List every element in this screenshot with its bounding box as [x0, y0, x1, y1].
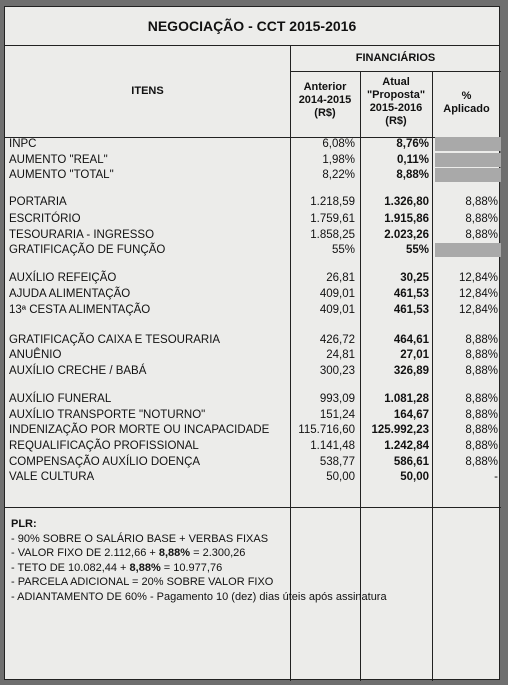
row-item-label: AUXÍLIO REFEIÇÃO	[9, 272, 117, 284]
row-atual-value: 586,61	[393, 456, 429, 468]
row-pct-value: 8,88%	[465, 365, 498, 377]
plr-heading: PLR:	[11, 518, 37, 530]
row-atual-value: 8,88%	[396, 169, 429, 181]
row-anterior-value: 300,23	[319, 365, 355, 377]
plr-line-4: - PARCELA ADICIONAL = 20% SOBRE VALOR FIXO	[11, 576, 274, 588]
row-atual-value: 1.326,80	[384, 196, 429, 208]
table-row	[5, 439, 501, 453]
row-item-label: AUMENTO "TOTAL"	[9, 169, 114, 181]
table-row	[5, 348, 501, 362]
row-pct-shaded-cell	[435, 168, 501, 182]
table-row	[5, 137, 501, 151]
plr-line-5: - ADIANTAMENTO DE 60% - Pagamento 10 (dez) dias úteis após assinatura	[11, 590, 387, 603]
row-pct-value: 8,88%	[465, 349, 498, 361]
plr-line-1: - 90% SOBRE O SALÁRIO BASE + VERBAS FIXAS	[11, 532, 269, 545]
row-anterior-value: 1.218,59	[310, 196, 355, 208]
table-row	[5, 287, 501, 301]
row-item-label: ESCRITÓRIO	[9, 213, 81, 225]
row-pct-value: 8,88%	[465, 456, 498, 468]
row-pct-value: 8,88%	[465, 409, 498, 421]
row-item-label: AJUDA ALIMENTAÇÃO	[9, 288, 131, 300]
row-atual-value: 461,53	[393, 304, 429, 316]
row-item-label: AUXÍLIO FUNERAL	[9, 393, 112, 405]
row-pct-value: 8,88%	[465, 424, 498, 436]
row-item-label: AUMENTO "REAL"	[9, 154, 108, 166]
header-itens: ITENS	[131, 85, 164, 97]
row-atual-value: 464,61	[393, 334, 429, 346]
row-pct-value: 8,88%	[465, 334, 498, 346]
table-row	[5, 408, 501, 422]
row-item-label: INDENIZAÇÃO POR MORTE OU INCAPACIDADE	[9, 424, 270, 436]
row-atual-value: 1.915,86	[384, 213, 429, 225]
table-row	[5, 392, 501, 406]
row-anterior-value: 426,72	[319, 334, 355, 346]
plr-line-2: - VALOR FIXO DE 2.112,66 + 8,88% = 2.300,26	[11, 547, 246, 559]
row-item-label: ANUÊNIO	[9, 349, 62, 361]
row-item-label: GRATIFICAÇÃO DE FUNÇÃO	[9, 244, 166, 256]
row-pct-value: 8,88%	[465, 393, 498, 405]
row-anterior-value: 115.716,60	[298, 424, 355, 436]
header-anterior: Anterior 2014-2015 (R$)	[298, 81, 352, 119]
row-pct-value: 12,84%	[458, 304, 498, 316]
row-pct-value: 8,88%	[465, 440, 498, 452]
table-row	[5, 470, 501, 484]
row-atual-value: 50,00	[400, 471, 429, 483]
row-anterior-value: 1.759,61	[310, 213, 355, 225]
table-row	[5, 228, 501, 242]
header-financeiros: FINANCIÁRIOS	[355, 52, 436, 64]
header-pct-aplicado: % Aplicado	[443, 90, 490, 115]
row-item-label: 13ª CESTA ALIMENTAÇÃO	[9, 304, 151, 316]
row-item-label: REQUALIFICAÇÃO PROFISSIONAL	[9, 440, 199, 452]
row-anterior-value: 151,24	[319, 409, 355, 421]
row-pct-value: 8,88%	[465, 213, 498, 225]
row-pct-value: 12,84%	[458, 272, 498, 284]
row-atual-value: 326,89	[393, 365, 429, 377]
row-atual-value: 0,11%	[397, 154, 429, 166]
row-item-label: VALE CULTURA	[9, 471, 95, 483]
table-row	[5, 212, 501, 226]
row-atual-value: 164,67	[393, 409, 429, 421]
row-atual-value: 125.992,23	[371, 424, 429, 436]
row-item-label: AUXÍLIO CRECHE / BABÁ	[9, 365, 147, 377]
row-pct-value: 8,88%	[465, 196, 498, 208]
row-anterior-value: 26,81	[326, 272, 355, 284]
row-anterior-value: 1.858,25	[310, 229, 355, 241]
table-row	[5, 303, 501, 317]
row-atual-value: 8,76%	[396, 138, 429, 150]
row-anterior-value: 6,08%	[322, 138, 355, 150]
row-item-label: GRATIFICAÇÃO CAIXA E TESOURARIA	[9, 334, 221, 346]
row-anterior-value: 1.141,48	[310, 440, 355, 452]
table-row	[5, 364, 501, 378]
table-row	[5, 243, 501, 257]
row-item-label: COMPENSAÇÃO AUXÍLIO DOENÇA	[9, 456, 201, 468]
row-item-label: TESOURARIA - INGRESSO	[9, 229, 155, 241]
row-anterior-value: 538,77	[319, 456, 355, 468]
table-row	[5, 333, 501, 347]
row-atual-value: 461,53	[393, 288, 429, 300]
financeiros-divider	[290, 71, 501, 72]
row-pct-shaded-cell	[435, 137, 501, 151]
row-anterior-value: 409,01	[319, 304, 355, 316]
row-anterior-value: 55%	[331, 244, 355, 256]
row-anterior-value: 24,81	[326, 349, 355, 361]
plr-section	[11, 517, 387, 604]
row-pct-value: 8,88%	[465, 229, 498, 241]
row-atual-value: 30,25	[400, 272, 429, 284]
header-atual: Atual "Proposta" 2015-2016 (R$)	[366, 76, 426, 127]
row-anterior-value: 1,98%	[322, 154, 355, 166]
table-row	[5, 455, 501, 469]
plr-line-3: - TETO DE 10.082,44 + 8,88% = 10.977,76	[11, 561, 223, 574]
row-atual-value: 27,01	[400, 349, 429, 361]
row-item-label: AUXÍLIO TRANSPORTE "NOTURNO"	[9, 409, 206, 421]
row-anterior-value: 409,01	[319, 288, 355, 300]
row-item-label: INPC	[9, 138, 37, 150]
table-row	[5, 271, 501, 285]
row-atual-value: 2.023,26	[384, 229, 429, 241]
page-title: NEGOCIAÇÃO - CCT 2015-2016	[5, 7, 499, 46]
table-bottom-border	[5, 507, 501, 508]
table-row	[5, 153, 501, 167]
row-atual-value: 1.242,84	[384, 440, 429, 452]
row-pct-shaded-cell	[435, 153, 501, 167]
table-row	[5, 423, 501, 437]
row-pct-shaded-cell	[435, 243, 501, 257]
row-pct-value: -	[494, 471, 498, 483]
row-pct-value: 12,84%	[458, 288, 498, 300]
row-atual-value: 55%	[405, 244, 429, 256]
table-row	[5, 168, 501, 182]
document-sheet	[4, 6, 500, 680]
row-anterior-value: 8,22%	[322, 169, 355, 181]
table-row	[5, 195, 501, 209]
row-anterior-value: 993,09	[319, 393, 355, 405]
row-item-label: PORTARIA	[9, 196, 67, 208]
row-atual-value: 1.081,28	[384, 393, 429, 405]
row-anterior-value: 50,00	[326, 471, 355, 483]
